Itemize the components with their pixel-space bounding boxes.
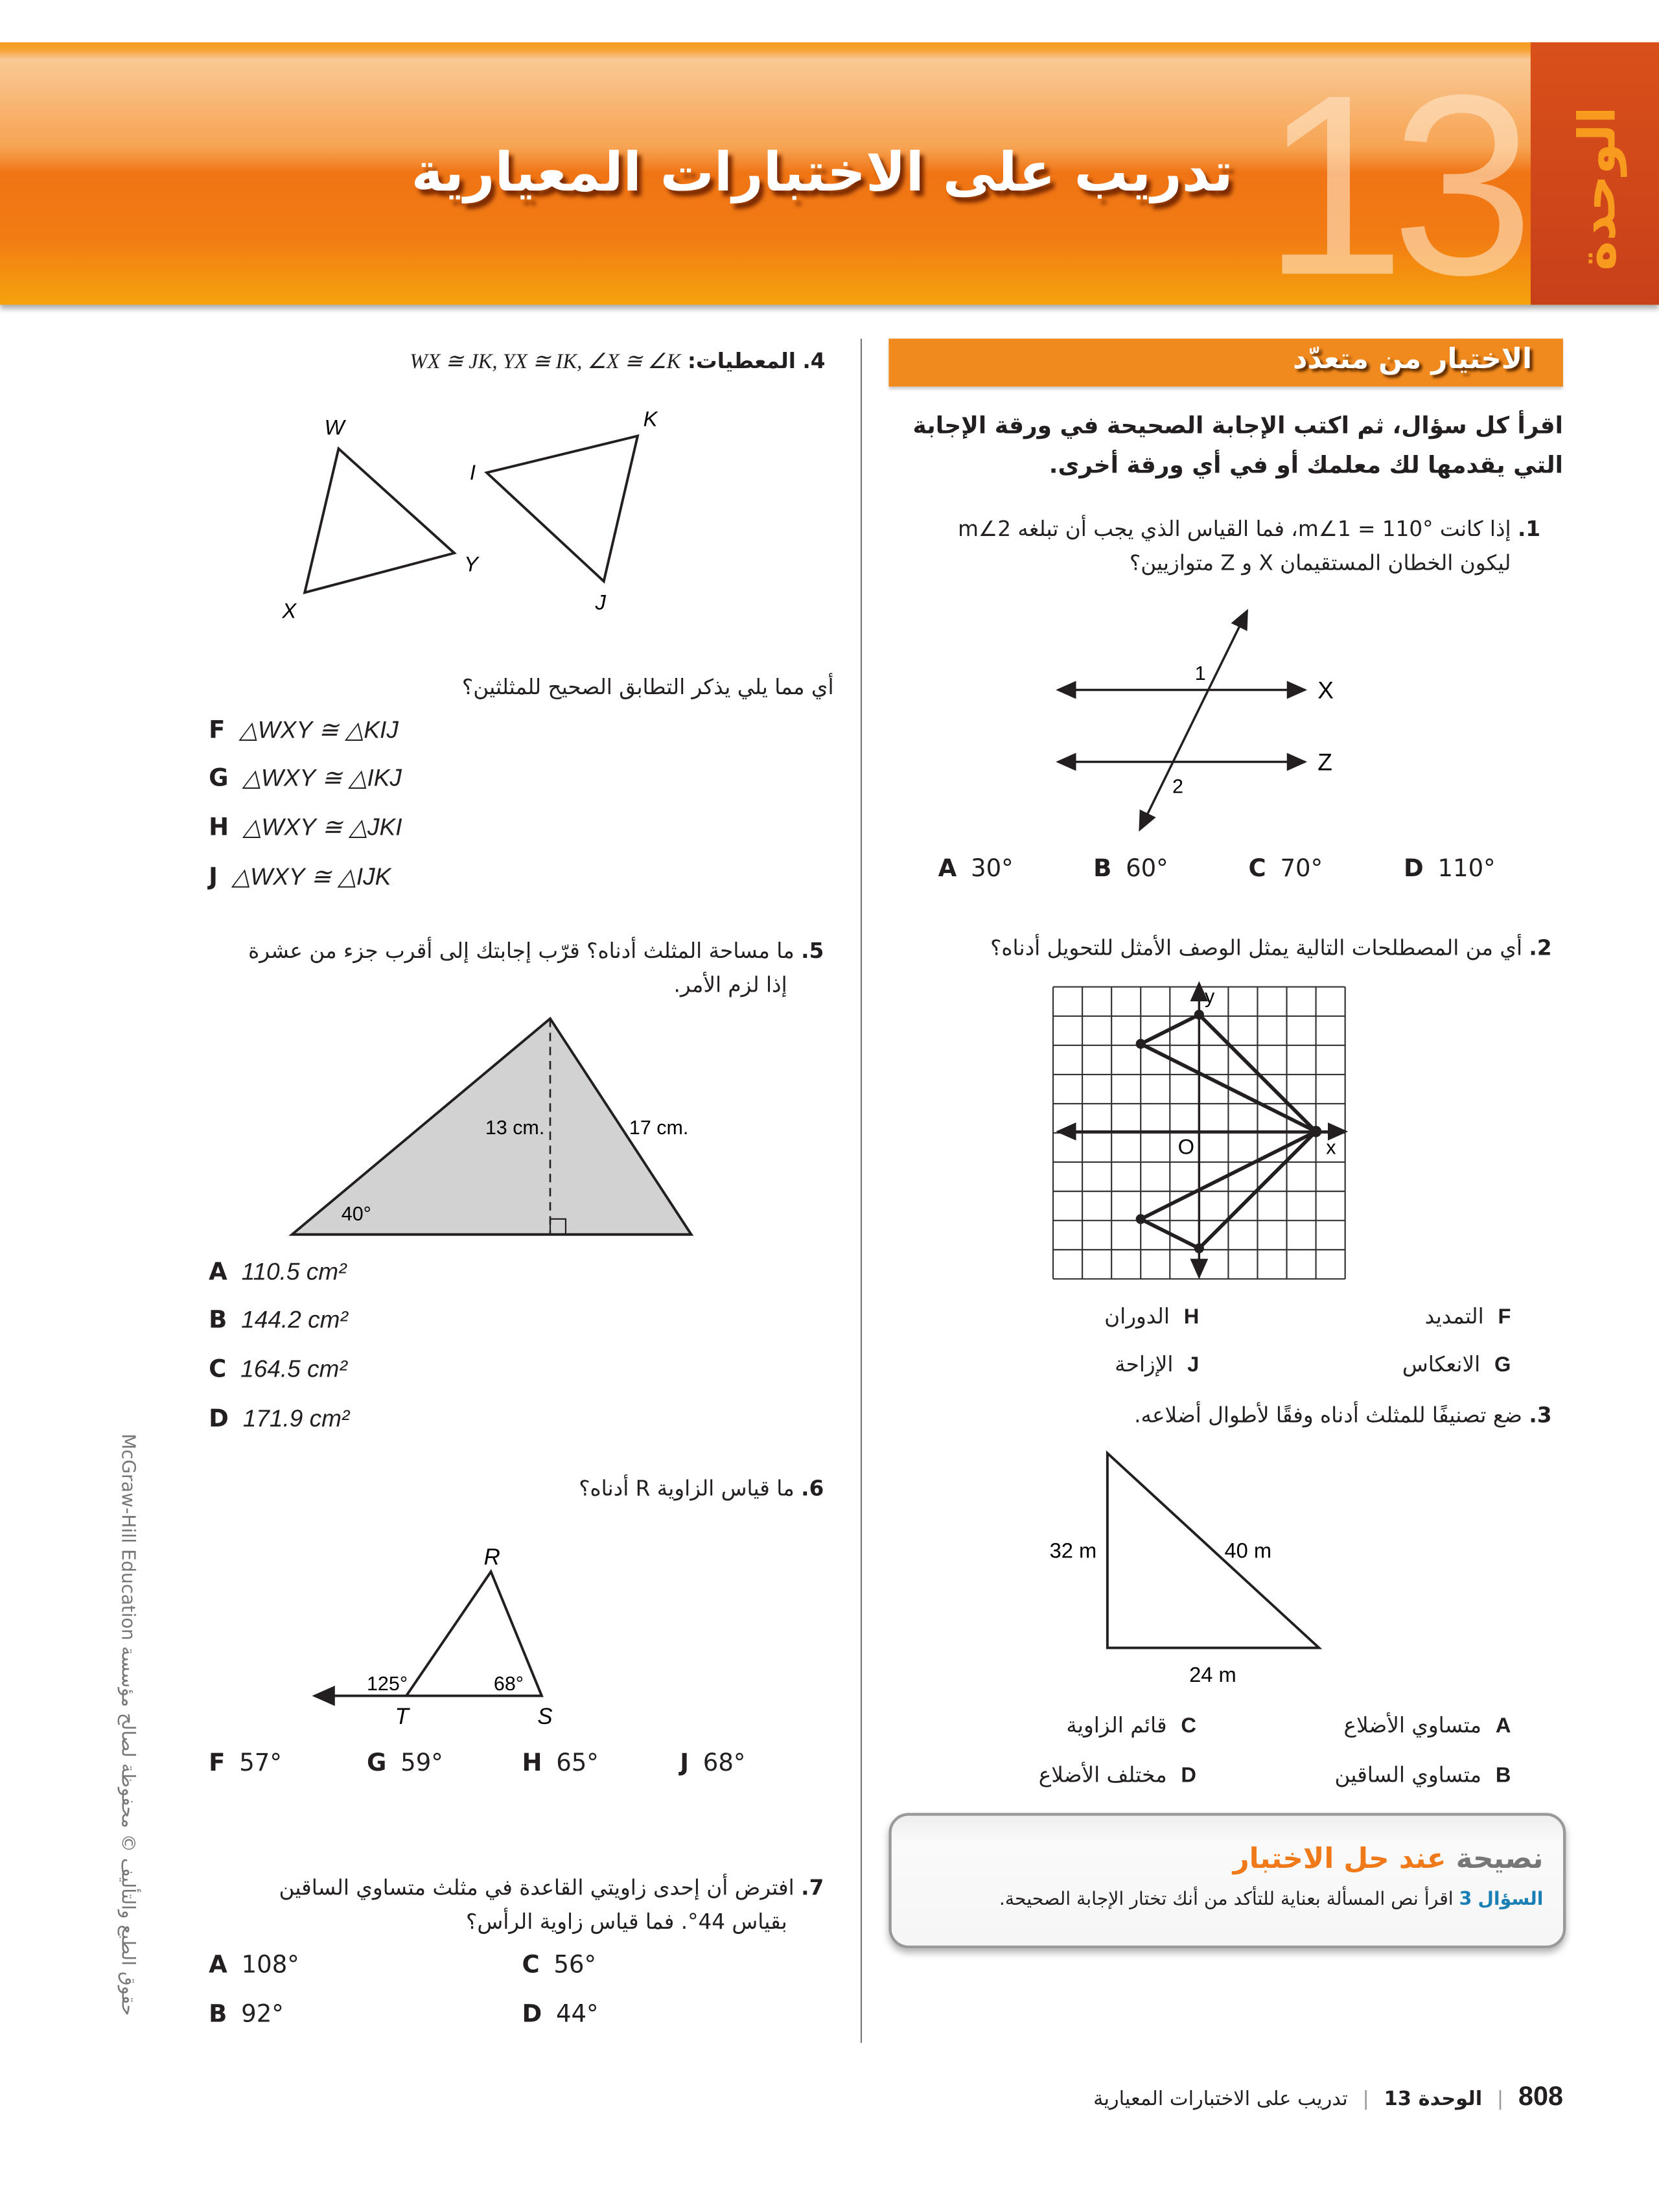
- hypotenuse-label: 40 m: [1224, 1538, 1272, 1563]
- side-left-label: 32 m: [1049, 1538, 1097, 1563]
- q1-option-c[interactable]: C 70°: [1248, 855, 1323, 883]
- q3-option-a[interactable]: Aمتساوي الأضلاع: [1343, 1712, 1511, 1738]
- exterior-angle-label: 125°: [366, 1672, 408, 1695]
- q7-line2: بقياس 44°. فما قياس زاوية الرأس؟: [466, 1909, 787, 1935]
- footer-unit: الوحدة 13: [1384, 2088, 1483, 2111]
- column-divider: [861, 338, 862, 2043]
- q4-given: 4. المعطيات: WX ≅ JK, YX ≅ IK, ∠X ≅ ∠K: [410, 348, 826, 374]
- q5-option-d[interactable]: D 171.9 cm²: [209, 1405, 350, 1434]
- transversal: [1140, 611, 1247, 830]
- q5-option-b[interactable]: B 144.2 cm²: [209, 1306, 348, 1335]
- angle-2-label: 2: [1172, 775, 1183, 798]
- q2-option-h[interactable]: Hالدوران: [1104, 1303, 1200, 1329]
- q6-option-f[interactable]: F 57°: [209, 1749, 282, 1778]
- angle-1-label: 1: [1194, 662, 1206, 685]
- x-axis-label: x: [1326, 1136, 1336, 1159]
- unit-number: 13: [1262, 41, 1520, 329]
- q3-option-b[interactable]: Bمتساوي الساقين: [1334, 1762, 1511, 1788]
- section-header: [888, 338, 1563, 386]
- copyright-side-text: حقوق الطبع والتأليف © محفوظة لصالح مؤسسة McGraw-Hill Education: [116, 1434, 138, 2016]
- q4-triangles-diagram: [268, 395, 677, 628]
- q1-option-b[interactable]: B 60°: [1093, 855, 1168, 883]
- label-y: Y: [464, 552, 478, 576]
- side-bottom-label: 24 m: [1189, 1662, 1236, 1686]
- q1-option-d[interactable]: D 110°: [1403, 855, 1496, 883]
- label-w: W: [324, 415, 345, 439]
- page-footer: [1093, 2082, 1563, 2113]
- label-r: R: [483, 1544, 500, 1570]
- q4-option-f[interactable]: F △WXY ≅ △KIJ: [209, 716, 399, 745]
- footer-separator: |: [1362, 2088, 1369, 2111]
- instructions: اقرأ كل سؤال، ثم اكتب الإجابة الصحيحة في ورقة الإجابة التي يقدمها لك معلمك أو في أي ورقة أخرى.: [912, 412, 1563, 478]
- q2-option-g[interactable]: Gالانعكاس: [1402, 1351, 1511, 1377]
- q5-option-c[interactable]: C 164.5 cm²: [209, 1355, 347, 1384]
- label-j: J: [595, 590, 606, 614]
- triangle-ijk: [487, 436, 638, 581]
- label-t: T: [395, 1704, 409, 1730]
- label-k: K: [643, 406, 658, 431]
- unit-word: الوحدة: [1569, 106, 1628, 271]
- origin-label: O: [1178, 1134, 1195, 1159]
- q1-parallel-lines-diagram: [1044, 600, 1354, 839]
- footer-title: تدريب على الاختبارات المعيارية: [1093, 2088, 1348, 2111]
- triangle-wxy: [305, 448, 454, 592]
- q5-line1: 5. ما مساحة المثلث أدناه؟ قرّب إجابتك إلى أقرب جزء من عشرة: [248, 938, 824, 964]
- label-i: I: [469, 460, 476, 485]
- q5-option-a[interactable]: A 110.5 cm²: [209, 1258, 347, 1287]
- tip-heading: نصيحة عند حل الاختبار: [1233, 1841, 1544, 1876]
- q2-coordinate-grid: [1044, 978, 1357, 1291]
- q7-line1: 7. افترض أن إحدى زاويتي القاعدة في مثلث متساوي الساقين: [279, 1875, 824, 1901]
- label-s: S: [537, 1704, 553, 1730]
- side-label: 17 cm.: [629, 1117, 689, 1139]
- q7-option-b[interactable]: B 92°: [209, 2000, 284, 2029]
- q1-line2: ليكون الخطان المستقيمان X و Z متوازيين؟: [1129, 550, 1511, 576]
- page-title: تدريب على الاختبارات المعيارية: [411, 141, 1233, 204]
- q7-option-a[interactable]: A 108°: [209, 1951, 299, 1980]
- q2-text: 2. أي من المصطلحات التالية يمثل الوصف الأمثل للتحويل أدناه؟: [990, 935, 1552, 961]
- q6-option-g[interactable]: G 59°: [366, 1749, 443, 1778]
- q4-question: أي مما يلي يذكر التطابق الصحيح للمثلثين؟: [461, 674, 834, 700]
- q3-option-d[interactable]: Dمختلف الأضلاع: [1038, 1762, 1196, 1788]
- q3-text: 3. ضع تصنيفًا للمثلث أدناه وفقًا لأطوال أضلاعه.: [1134, 1402, 1552, 1428]
- label-x: X: [282, 598, 297, 623]
- q6-option-h[interactable]: H 65°: [522, 1749, 599, 1778]
- q7-option-c[interactable]: C 56°: [522, 1951, 596, 1980]
- footer-separator: |: [1496, 2088, 1504, 2111]
- z-label: Z: [1317, 749, 1332, 776]
- test-tip-box: [888, 1813, 1566, 1948]
- q2-option-f[interactable]: Fالتمديد: [1424, 1303, 1511, 1329]
- tip-text: السؤال 3 اقرأ نص المسألة بعناية للتأكد من أنك تختار الإجابة الصحيحة.: [999, 1889, 1544, 1911]
- q6-option-j[interactable]: J 68°: [680, 1749, 746, 1778]
- page-number: 808: [1518, 2082, 1563, 2112]
- q5-line2: إذا لزم الأمر.: [673, 972, 787, 998]
- q2-option-j[interactable]: Jالإزاحة: [1115, 1351, 1200, 1377]
- q6-text: 6. ما قياس الزاوية R أدناه؟: [579, 1476, 824, 1502]
- q4-option-g[interactable]: G △WXY ≅ △IKJ: [209, 764, 402, 793]
- q3-option-c[interactable]: Cقائم الزاوية: [1066, 1712, 1196, 1738]
- q3-right-triangle: [1044, 1439, 1340, 1693]
- q4-option-h[interactable]: H △WXY ≅ △JKI: [209, 814, 402, 843]
- section-title: الاختيار من متعدّد: [1293, 341, 1533, 376]
- q7-option-d[interactable]: D 44°: [522, 2000, 599, 2029]
- angle-label: 40°: [341, 1202, 371, 1225]
- q5-triangle-diagram: [282, 1008, 705, 1248]
- height-label: 13 cm.: [485, 1117, 545, 1139]
- y-axis-label: y: [1205, 985, 1215, 1008]
- q1-line1: 1. إذا كانت m∠1 = 110°، فما القياس الذي يجب أن تبلغه m∠2: [958, 516, 1541, 542]
- q1-option-a[interactable]: A 30°: [938, 855, 1014, 883]
- angle-s-label: 68°: [493, 1672, 524, 1695]
- q6-triangle-diagram: [303, 1538, 572, 1736]
- q4-option-j[interactable]: J △WXY ≅ △IJK: [209, 863, 391, 892]
- x-label: X: [1317, 677, 1334, 704]
